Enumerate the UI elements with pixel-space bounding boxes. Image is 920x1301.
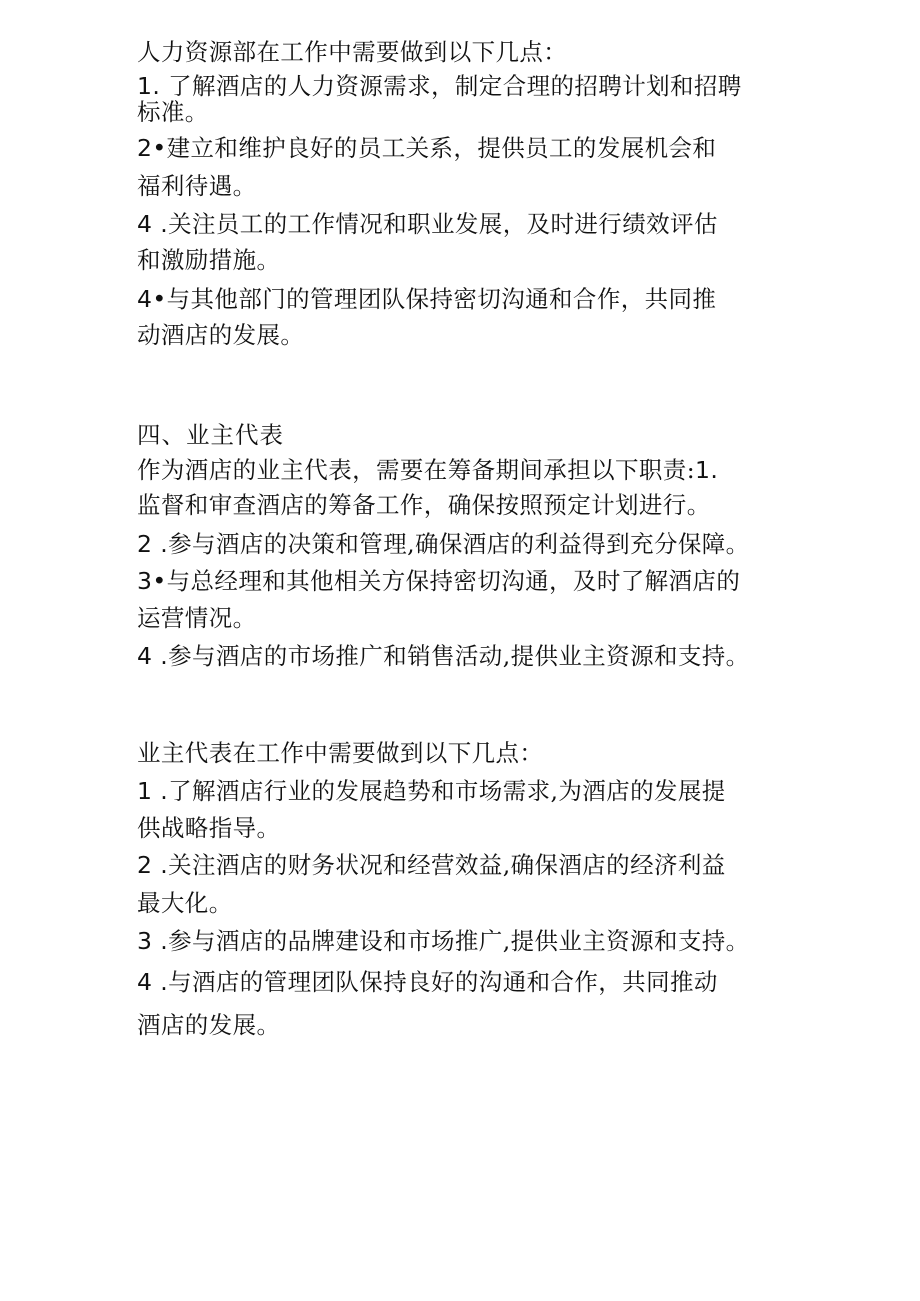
owner-intro-line-1: 作为酒店的业主代表，需要在筹备期间承担以下职责:1.: [137, 456, 719, 484]
owner-work-item-1-number: 1 .: [137, 777, 169, 805]
hr-item-3-number: 4 .: [137, 210, 169, 238]
owner-work-item-3-number: 3 .: [137, 927, 169, 955]
owner-item-3-line-1: 3•与总经理和其他相关方保持密切沟通，及时了解酒店的: [137, 567, 741, 595]
owner-work-intro: 业主代表在工作中需要做到以下几点：: [137, 739, 544, 767]
owner-intro-line-2: 监督和审查酒店的筹备工作，确保按照预定计划进行。: [137, 491, 711, 519]
section-heading: 四、业主代表: [137, 421, 284, 449]
hr-item-2-line-2: 福利待遇。: [137, 172, 257, 200]
owner-item-4: 4 .参与酒店的市场推广和销售活动,提供业主资源和支持。: [137, 642, 750, 670]
hr-item-1-line-1: 1. 了解酒店的人力资源需求，制定合理的招聘计划和招聘: [137, 72, 742, 100]
owner-work-item-4-line-2: 酒店的发展。: [137, 1011, 281, 1039]
hr-item-4-line-1: 4•与其他部门的管理团队保持密切沟通和合作，共同推: [137, 285, 717, 313]
hr-item-1-line-2: 标准。: [137, 98, 209, 126]
owner-work-item-2-line-1: 2 .关注酒店的财务状况和经营效益,确保酒店的经济利益: [137, 851, 726, 879]
hr-item-3-line-2: 和激励措施。: [137, 246, 281, 274]
owner-item-4-number: 4 .: [137, 642, 169, 670]
owner-work-item-3: 3 .参与酒店的品牌建设和市场推广,提供业主资源和支持。: [137, 927, 750, 955]
owner-item-2-number: 2 .: [137, 530, 169, 558]
owner-work-item-2-number: 2 .: [137, 851, 169, 879]
hr-intro: 人力资源部在工作中需要做到以下几点：: [137, 38, 568, 66]
owner-item-1-number: 1.: [695, 456, 719, 484]
owner-work-item-1-line-2: 供战略指导。: [137, 814, 281, 842]
hr-item-2-line-1: 2•建立和维护良好的员工关系，提供员工的发展机会和: [137, 134, 717, 162]
hr-item-2-number: 2•: [137, 134, 167, 162]
owner-work-item-1-line-1: 1 .了解酒店行业的发展趋势和市场需求,为酒店的发展提: [137, 777, 726, 805]
owner-item-3-line-2: 运营情况。: [137, 604, 257, 632]
hr-item-4-line-2: 动酒店的发展。: [137, 321, 305, 349]
hr-item-1-number: 1.: [137, 72, 161, 100]
owner-work-item-2-line-2: 最大化。: [137, 889, 233, 917]
hr-item-4-number: 4•: [137, 285, 167, 313]
hr-item-3-line-1: 4 .关注员工的工作情况和职业发展，及时进行绩效评估: [137, 210, 718, 238]
owner-item-3-number: 3•: [137, 567, 167, 595]
owner-work-item-4-number: 4 .: [137, 968, 169, 996]
owner-work-item-4-line-1: 4 .与酒店的管理团队保持良好的沟通和合作，共同推动: [137, 968, 718, 996]
owner-item-2: 2 .参与酒店的决策和管理,确保酒店的利益得到充分保障。: [137, 530, 750, 558]
